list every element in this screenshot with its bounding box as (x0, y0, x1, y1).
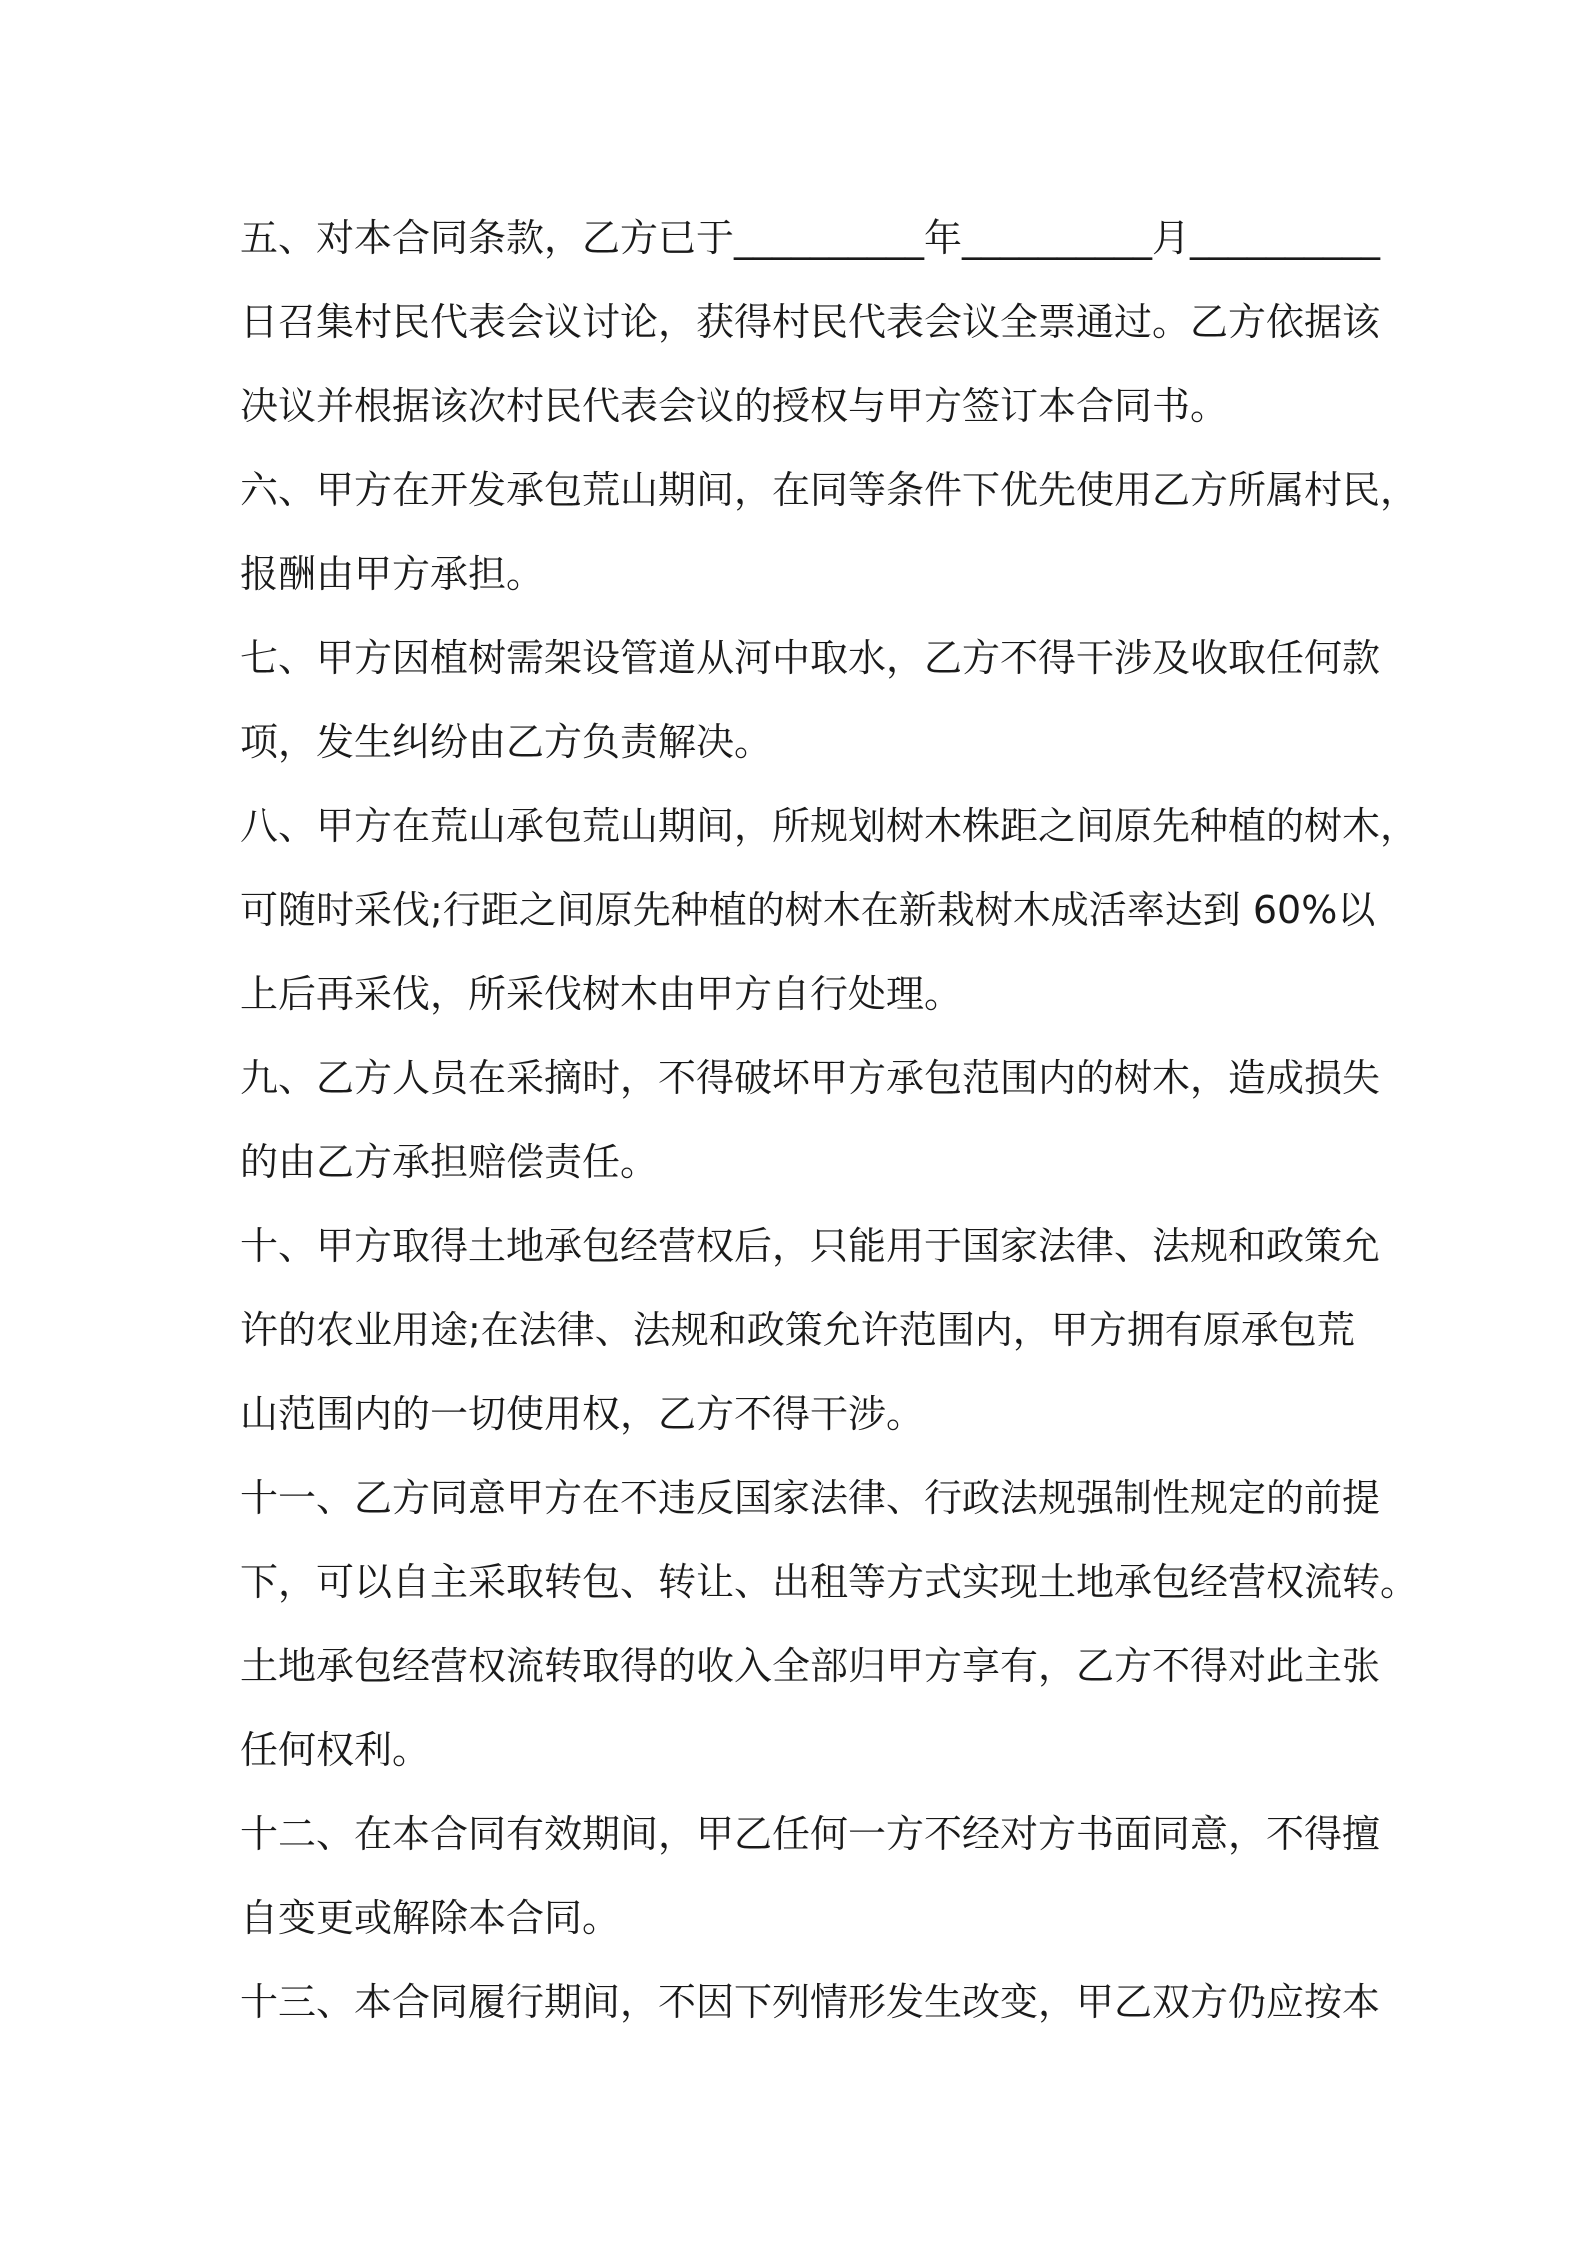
text-line: 土地承包经营权流转取得的收入全部归甲方享有，乙方不得对此主张 (240, 1644, 1381, 1688)
text-line: 任何权利。 (240, 1728, 431, 1772)
text-line: 许的农业用途;在法律、法规和政策允许范围内，甲方拥有原承包荒 (240, 1308, 1355, 1352)
text-line: 下，可以自主采取转包、转让、出租等方式实现土地承包经营权流转。 (240, 1560, 1419, 1604)
text-line: 五、对本合同条款，乙方已于__________年__________月__________ (240, 216, 1381, 260)
text-line: 报酬由甲方承担。 (240, 552, 545, 596)
text-line: 十二、在本合同有效期间，甲乙任何一方不经对方书面同意，不得擅 (240, 1812, 1381, 1856)
text-line: 十三、本合同履行期间，不因下列情形发生改变，甲乙双方仍应按本 (240, 1980, 1381, 2024)
text-line: 山范围内的一切使用权，乙方不得干涉。 (240, 1392, 925, 1436)
text-line: 的由乙方承担赔偿责任。 (240, 1140, 659, 1184)
text-line: 日召集村民代表会议讨论，获得村民代表会议全票通过。乙方依据该 (240, 300, 1381, 344)
text-line: 六、甲方在开发承包荒山期间，在同等条件下优先使用乙方所属村民， (240, 468, 1419, 512)
text-line: 可随时采伐;行距之间原先种植的树木在新栽树木成活率达到 60%以 (240, 888, 1376, 932)
text-line: 上后再采伐，所采伐树木由甲方自行处理。 (240, 972, 963, 1016)
text-line: 自变更或解除本合同。 (240, 1896, 621, 1940)
text-line: 十一、乙方同意甲方在不违反国家法律、行政法规强制性规定的前提 (240, 1476, 1381, 1520)
text-line: 项，发生纠纷由乙方负责解决。 (240, 720, 773, 764)
contract-body-text (240, 196, 1419, 2044)
text-line: 七、甲方因植树需架设管道从河中取水，乙方不得干涉及收取任何款 (240, 636, 1381, 680)
text-line: 九、乙方人员在采摘时，不得破坏甲方承包范围内的树木，造成损失 (240, 1056, 1381, 1100)
text-line: 十、甲方取得土地承包经营权后，只能用于国家法律、法规和政策允 (240, 1224, 1381, 1268)
text-line: 决议并根据该次村民代表会议的授权与甲方签订本合同书。 (240, 384, 1229, 428)
text-line: 八、甲方在荒山承包荒山期间，所规划树木株距之间原先种植的树木， (240, 804, 1419, 848)
